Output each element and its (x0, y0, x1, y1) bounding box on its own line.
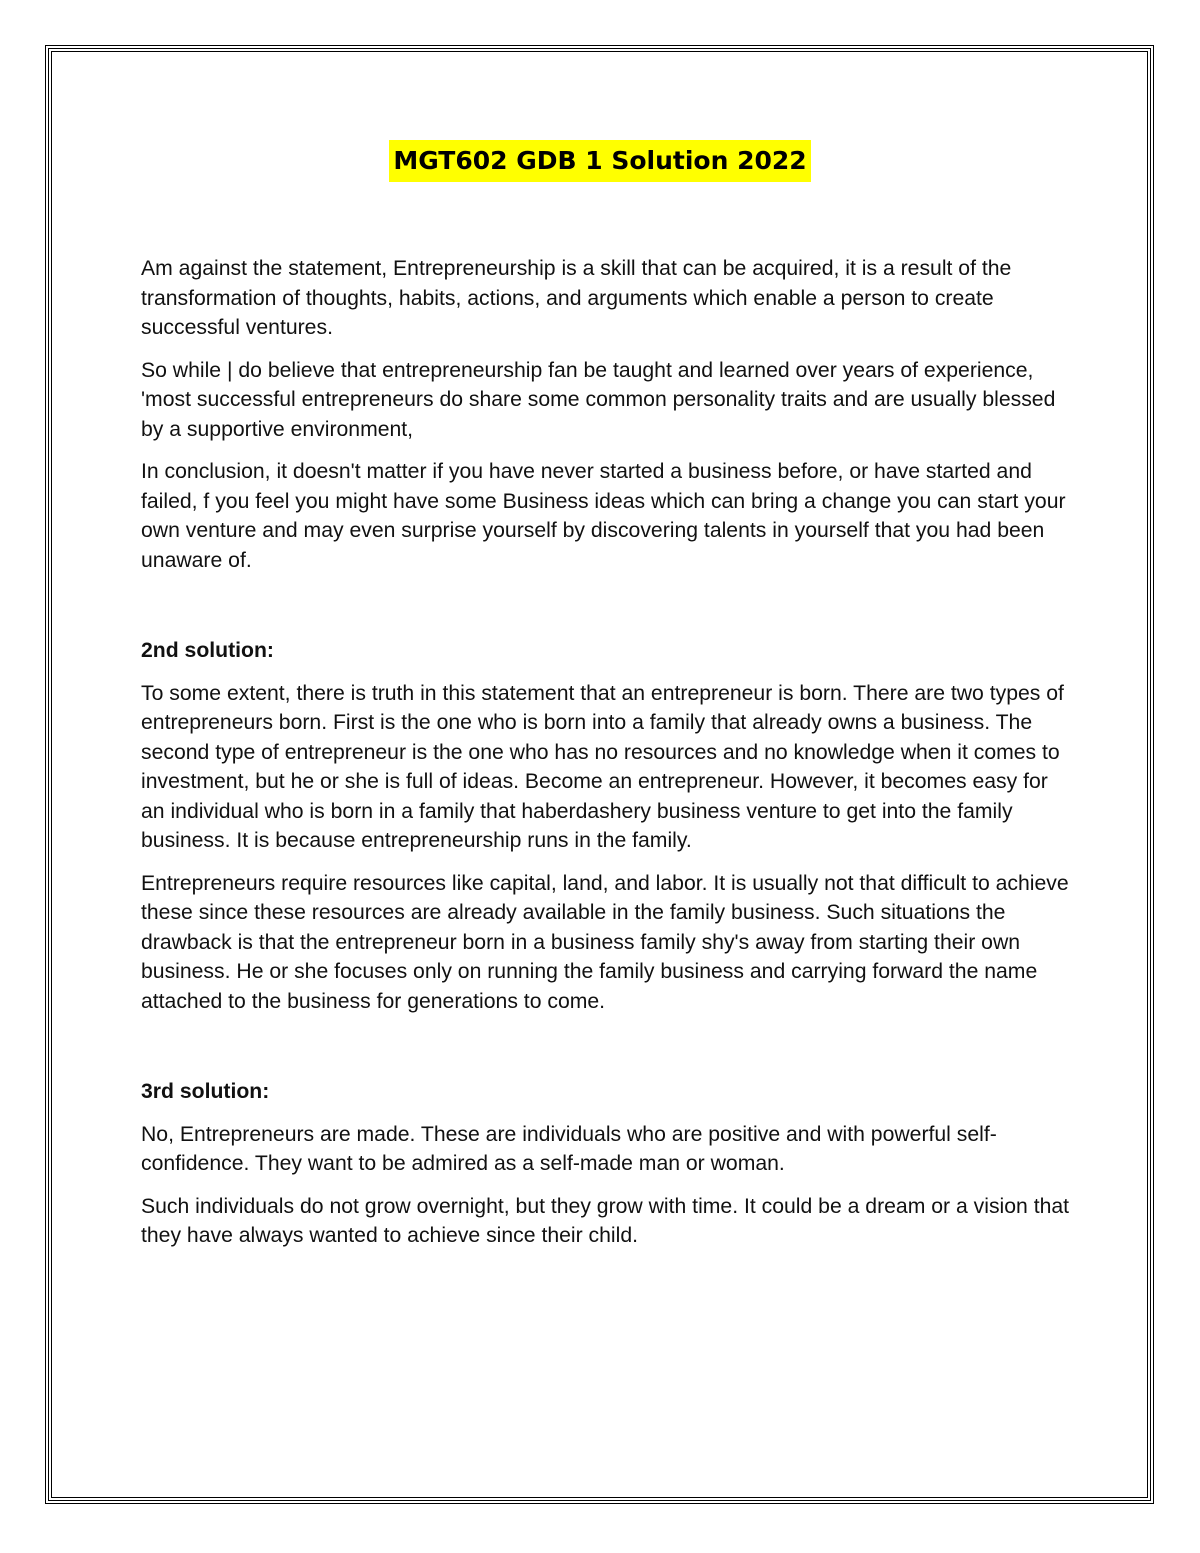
section1-paragraph: Am against the statement, Entrepreneurship is a skill that can be acquired, it is a result of the transformation of thoughts, habits, actions, and arguments which enable a person to create successful ventures. (141, 257, 1012, 339)
document-body (141, 254, 1071, 1264)
section2-heading: 2nd solution: (141, 639, 274, 662)
document-title: MGT602 GDB 1 Solution 2022 (389, 140, 810, 182)
section3-paragraph: Such individuals do not grow overnight, but they grow with time. It could be a dream or a vision that they have always wanted to achieve since their child. (141, 1194, 1070, 1247)
section-spacer (141, 588, 1071, 636)
section2-paragraph: To some extent, there is truth in this statement that an entrepreneur is born. There are two types of entrepreneurs born. First is the one who is born into a family that already owns a business. The second type of entrepreneur is the one who has no resources and no knowledge when it comes to investment, but he or she is full of ideas. Become an entrepreneur. However, it becomes easy for an individual who is born in a family that haberdashery business venture to get into the family business. It is because entrepreneurship runs in the family. (141, 681, 1064, 852)
section3-heading: 3rd solution: (141, 1080, 270, 1103)
section3-paragraph: No, Entrepreneurs are made. These are individuals who are positive and with powerful self-confidence. They want to be admired as a self-made man or woman. (141, 1122, 997, 1175)
section1-paragraph: So while | do believe that entrepreneurship fan be taught and learned over years of experience, 'most successful entrepreneurs do share some common personality traits and are usually blessed by a supportive environment, (141, 358, 1056, 441)
section2-paragraph: Entrepreneurs require resources like capital, land, and labor. It is usually not that difficult to achieve these since these resources are already available in the family business. Such situations the drawback is that the entrepreneur born in a business family shy's away from starting their own business. He or she focuses only on running the family business and carrying forward the name attached to the business for generations to come. (141, 871, 1069, 1013)
section1-paragraph: In conclusion, it doesn't matter if you have never started a business before, or have started and failed, f you feel you might have some Business ideas which can bring a change you can start your own venture and may even surprise yourself by discovering talents in yourself that you had been unaware of. (141, 460, 1066, 572)
title-container (0, 140, 1200, 182)
section-spacer (141, 1029, 1071, 1077)
